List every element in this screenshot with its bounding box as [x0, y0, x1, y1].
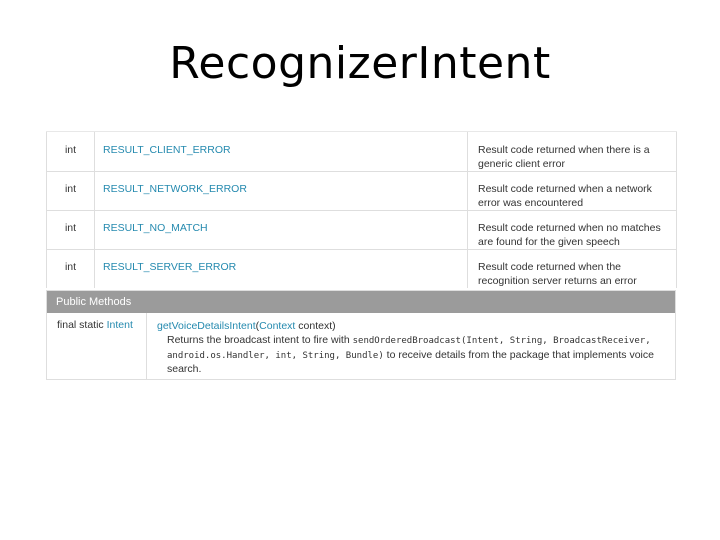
param-type-link[interactable]: Context	[259, 320, 296, 332]
table-row	[47, 250, 677, 289]
desc-suffix: to receive details from the package that implements voice search.	[167, 348, 654, 375]
method-signature-cell	[47, 313, 147, 379]
constant-name-link[interactable]: RESULT_CLIENT_ERROR	[95, 132, 468, 172]
constant-type: int	[47, 211, 95, 250]
method-description	[157, 334, 667, 377]
page-title: RecognizerIntent	[169, 38, 551, 89]
table-row	[47, 211, 677, 250]
constant-type: int	[47, 250, 95, 289]
constant-description: Result code returned when no matches are found for the given speech	[468, 211, 677, 250]
constant-description: Result code returned when the recognition server returns an error	[468, 250, 677, 289]
return-type-link[interactable]: Intent	[106, 319, 133, 331]
public-methods-header: Public Methods	[47, 291, 675, 313]
public-methods-table	[46, 290, 676, 380]
constant-name-link[interactable]: RESULT_SERVER_ERROR	[95, 250, 468, 289]
table-row	[47, 172, 677, 211]
desc-prefix: Returns the broadcast intent to fire with	[167, 334, 353, 346]
table-row	[47, 313, 675, 379]
constant-description: Result code returned when there is a generic client error	[468, 132, 677, 172]
constants-table	[46, 131, 677, 288]
param-open: (	[255, 320, 260, 332]
constant-name-link[interactable]: RESULT_NETWORK_ERROR	[95, 172, 468, 211]
constant-name-link[interactable]: RESULT_NO_MATCH	[95, 211, 468, 250]
constant-description: Result code returned when a network error was encountered	[468, 172, 677, 211]
method-modifiers: final static	[57, 319, 104, 331]
method-name-line	[157, 319, 667, 333]
constant-type: int	[47, 132, 95, 172]
constant-type: int	[47, 172, 95, 211]
method-name-link[interactable]: getVoiceDetailsIntent	[157, 320, 256, 332]
table-row	[47, 132, 677, 172]
param-rest: context)	[295, 320, 336, 332]
method-body-cell	[157, 319, 667, 377]
desc-code-link[interactable]: sendOrderedBroadcast(Intent, String, BroadcastReceiver, android.os.Handler, int, String, Bundle)	[167, 336, 651, 361]
